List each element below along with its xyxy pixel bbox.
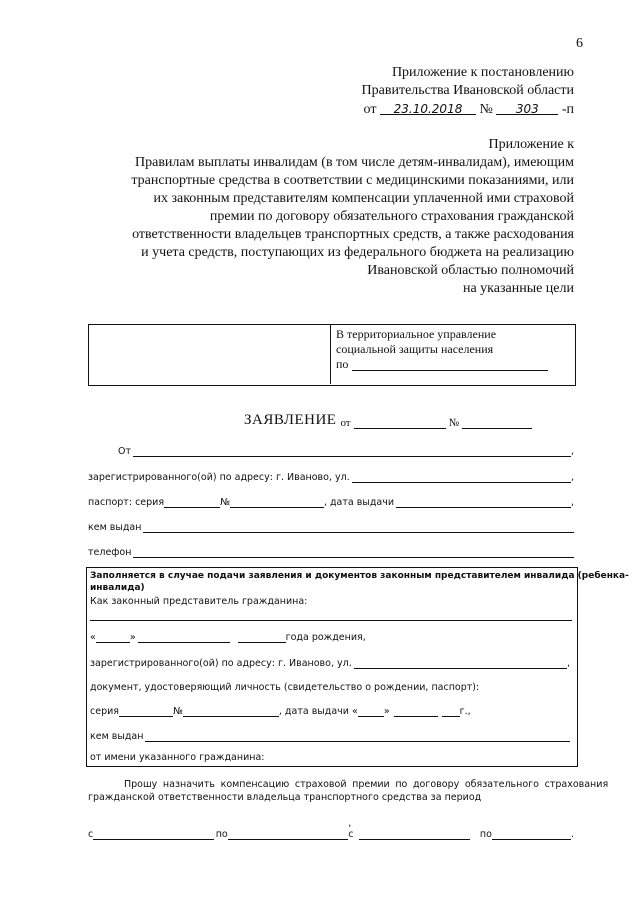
quote-close: » [129,632,136,643]
rep-as-label: Как законный представитель гражданина: [90,596,308,607]
period-to-label: по [215,829,228,840]
appendix-line: и учета средств, поступающих из федерального бюджета на реализацию [141,245,574,260]
rep-no-field[interactable] [183,706,279,717]
header-date-value: 23.10.2018 [380,100,476,115]
header-number-suffix: -п [561,102,574,117]
request-line-1: Прошу назначить компенсацию страховой премии по договору обязательного страхования [124,779,609,790]
from-field[interactable] [133,446,571,457]
header-line-2: Правительства Ивановской области [361,83,574,98]
period-to-field[interactable] [228,829,348,840]
rep-issue-day-field[interactable] [358,706,384,717]
appendix-line: ответственности владельцев транспортных средств, а также расходования [132,227,574,242]
passport-no-field[interactable] [230,497,324,508]
period-from-label: с [88,829,94,840]
page-number: 6 [576,36,583,51]
from-label: От [118,446,132,457]
rep-birth-row [90,632,570,643]
rep-name-field[interactable] [90,620,572,621]
form-title-number: № [448,417,460,429]
quote-open: « [90,632,96,643]
rep-address-label: зарегистрированного(ой) по адресу: г. Иваново, ул. [90,658,352,669]
rep-issued-by-field[interactable] [145,731,570,742]
rep-heading-1: Заполняется в случае подачи заявления и документов законным представителем инвалида (ребенка- [90,571,629,581]
header-number-value: 303 [496,100,558,115]
addressee-po-label: по [336,357,349,371]
form-number-field[interactable] [462,416,532,429]
passport-series-field[interactable] [164,497,220,508]
rep-address-field[interactable] [354,658,567,669]
from-row: От , [118,446,574,457]
passport-no-label: № [220,497,230,508]
period-row [88,818,574,840]
form-title-text: ЗАЯВЛЕНИЕ [244,412,337,428]
issued-by-field[interactable] [143,522,574,533]
rep-series-field[interactable] [119,706,173,717]
issue-date-label: , дата выдачи [323,497,395,508]
rep-issue-year-field[interactable] [442,706,460,717]
rep-address-row: зарегистрированного(ой) по адресу: г. Иваново, ул. , [90,658,570,669]
period-from-field[interactable] [93,829,213,840]
addressee-table [88,324,576,386]
form-title-from: от [340,417,351,429]
rep-issue-month-field[interactable] [394,706,438,717]
rep-issued-by-label: кем выдан [90,731,144,742]
appendix-line: Ивановской областью полномочий [367,263,574,278]
issued-by-row [88,522,574,533]
header-date-number [364,100,574,119]
address-field[interactable] [352,472,571,483]
passport-row: паспорт: серия № , дата выдачи , [88,497,574,508]
passport-series-label: паспорт: серия [88,497,165,508]
addressee-po-field[interactable] [352,358,548,371]
appendix-line: премии по договору обязательного страхования гражданской [209,209,574,224]
phone-label: телефон [88,547,132,558]
rep-heading-2: инвалида) [90,583,145,593]
phone-field[interactable] [133,547,574,558]
rep-issued-by-row [90,731,570,742]
address-label: зарегистрированного(ой) по адресу: г. Иваново, ул. [88,472,350,483]
period-to2-field[interactable] [492,829,571,840]
birth-day-field[interactable] [96,632,130,643]
header-line-1: Приложение к постановлению [391,65,574,80]
birth-year-label: года рождения, [285,632,366,643]
rep-issue-date-label: , дата выдачи « [278,706,358,717]
period-from2-label: , с [348,818,354,840]
birth-year-field[interactable] [238,632,286,643]
appendix-line: на указанные цели [462,281,574,296]
addressee-line-3 [336,357,548,371]
rep-series-label: серия [90,706,119,717]
header-number-prefix: № [479,102,493,117]
addressee-line-2: социальной защиты населения [336,342,494,356]
addressee-divider [330,324,331,384]
appendix-line: транспортные средства в соответствии с медицинскими показаниями, или [131,173,574,188]
period-end: . [570,829,574,840]
address-row: зарегистрированного(ой) по адресу: г. Иваново, ул. , [88,472,574,483]
rep-quote-close: » [383,706,390,717]
rep-on-behalf: от имени указанного гражданина: [90,752,265,763]
birth-month-field[interactable] [138,632,230,643]
request-line-2: гражданской ответственности владельца транспортного средства за период [88,792,482,803]
header-date-prefix: от [363,102,377,117]
issued-by-label: кем выдан [88,522,142,533]
rep-id-doc-label: документ, удостоверяющий личность (свидетельство о рождении, паспорт): [90,682,480,693]
issue-date-field[interactable] [396,497,571,508]
period-to2-label: по [479,829,492,840]
appendix-title: Приложение к [488,137,574,152]
addressee-line-1: В территориальное управление [336,327,497,341]
rep-doc-row [90,706,570,717]
period-from2-field[interactable] [359,829,470,840]
form-title [244,412,532,429]
appendix-line: их законным представителям компенсации уплаченной ими страховой [153,191,574,206]
appendix-line: Правилам выплаты инвалидам (в том числе детям-инвалидам), имеющим [135,155,574,170]
rep-g-label: г., [459,706,471,717]
rep-no-label: № [173,706,183,717]
form-date-field[interactable] [354,416,446,429]
phone-row [88,547,574,558]
